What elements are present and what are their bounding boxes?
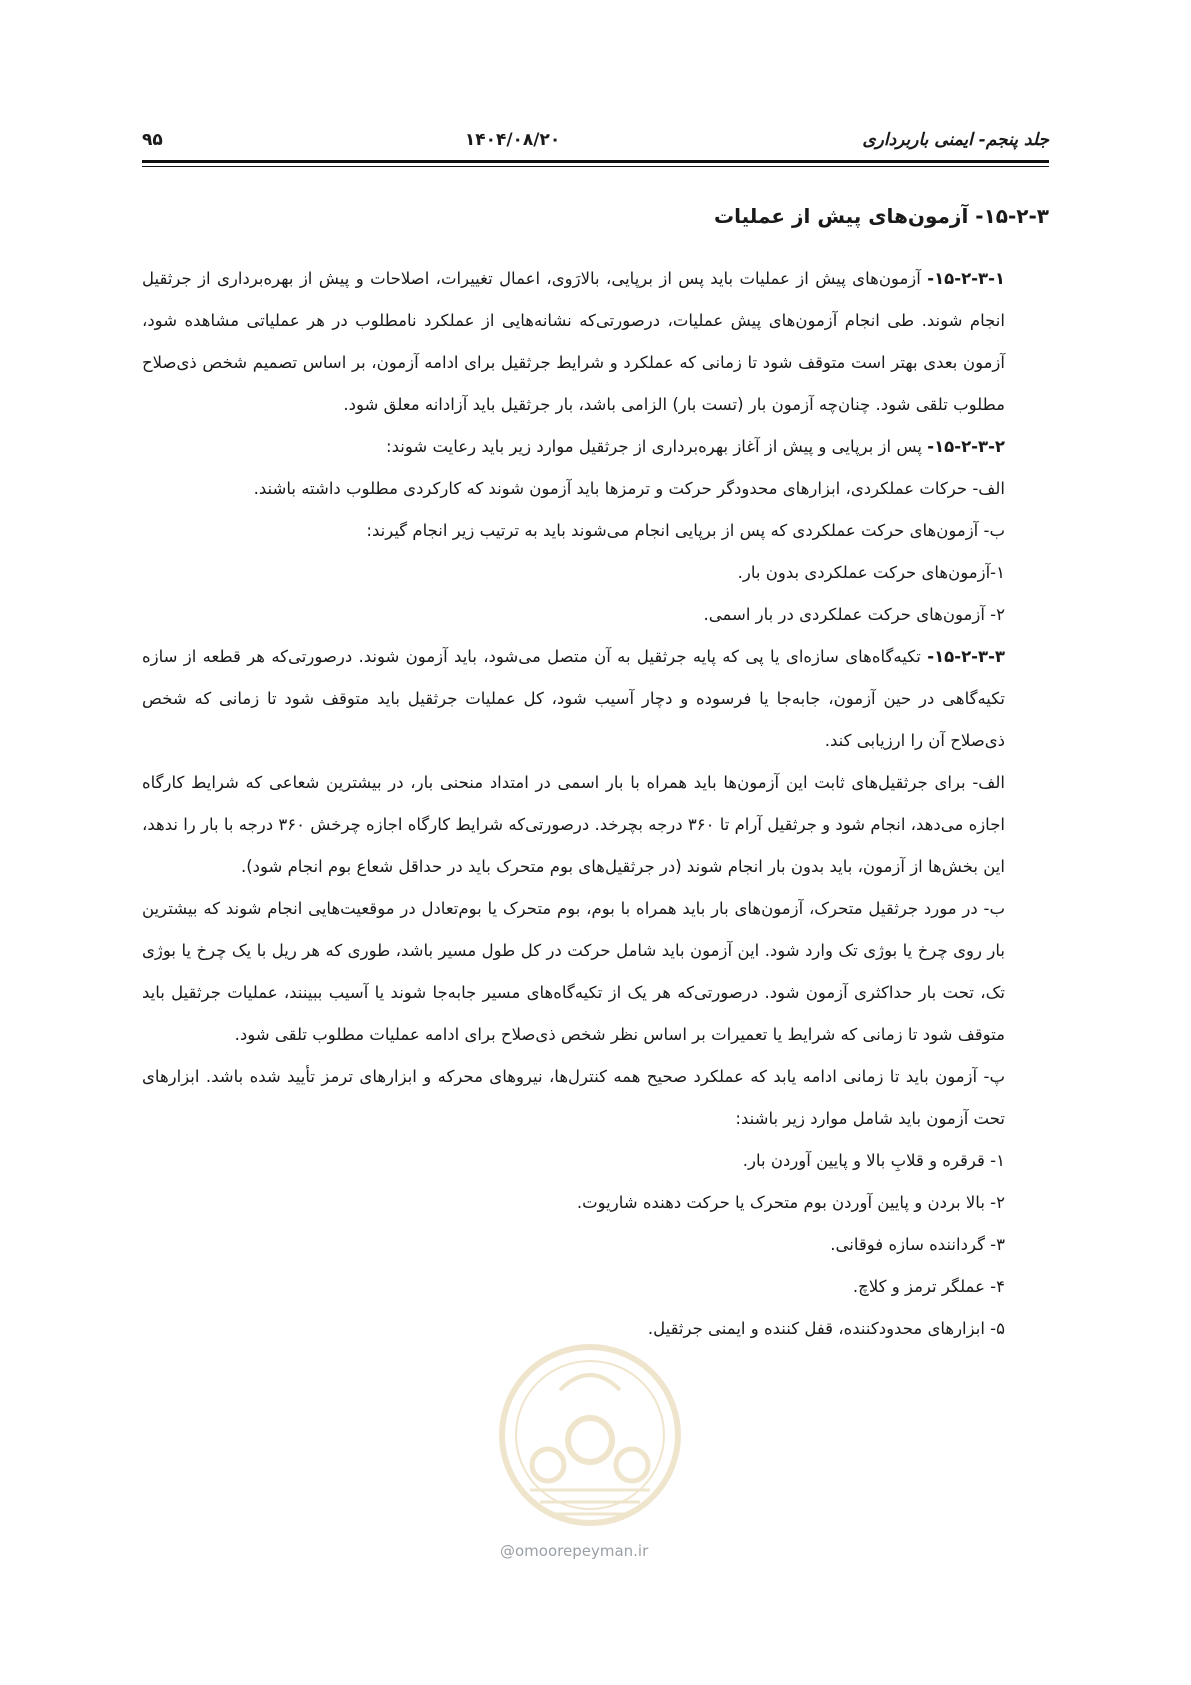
paragraph-text: تکیه‌گاه‌های سازه‌ای یا پی که پایه جرثقیل به آن متصل می‌شود، باید آزمون شوند. درصورتی‌که هر قطعه از سازه تکیه‌گاهی در حین آزمون، جابه‌جا یا فرسوده و دچار آسیب شود، کل عملیات جرثقیل باید متوقف شود تا زمانی که شخص ذی‌صلاح آن را ارزیابی کند. bbox=[142, 647, 1005, 750]
list-item: ۲- بالا بردن و پایین آوردن بوم متحرک یا حرکت دهنده شاریوت. bbox=[576, 1193, 1005, 1212]
paragraph-3 bbox=[142, 636, 1049, 762]
header-title: جلد پنجم- ایمنی باربرداری bbox=[862, 130, 1049, 150]
paragraph-2-item-b: ب- آزمون‌های حرکت عملکردی که پس از برپایی انجام می‌شوند باید به ترتیب زیر انجام گیرند: bbox=[366, 521, 1005, 540]
watermark-logo-icon bbox=[490, 1330, 690, 1570]
list-item: ۵- ابزارهای محدودکننده، قفل کننده و ایمنی جرثقیل. bbox=[647, 1319, 1005, 1338]
header-rule-thick bbox=[142, 160, 1049, 163]
paragraph-3-item-a: الف- برای جرثقیل‌های ثابت این آزمون‌ها باید همراه با بار اسمی در امتداد منحنی بار، در بیشترین شعاعی که شرایط کارگاه اجازه می‌دهد، انجام شود و جرثقیل آرام تا ۳۶۰ درجه بچرخد. درصورتی‌که شرایط کارگاه اجازه چرخش ۳۶۰ درجه با بار را ندهد، این بخش‌ها از آزمون، باید بدون بار انجام شوند (در جرثقیل‌های بوم متحرک باید در حداقل شعاع بوم انجام شود). bbox=[142, 773, 1005, 876]
header-rule-thin bbox=[142, 166, 1049, 167]
list-item: ۳- گرداننده سازه فوقانی. bbox=[830, 1235, 1005, 1254]
header-date: ۱۴۰۴/۰۸/۲۰ bbox=[464, 130, 561, 150]
page-body bbox=[142, 200, 1049, 1350]
paragraph-2-item-b1: ۱-آزمون‌های حرکت عملکردی بدون بار. bbox=[737, 563, 1005, 582]
list-item: ۱- قرقره و قلابِ بالا و پایین آوردن بار. bbox=[742, 1151, 1005, 1170]
paragraph-text: پس از برپایی و پیش از آغاز بهره‌برداری از جرثقیل موارد زیر باید رعایت شوند: bbox=[386, 437, 922, 456]
clause-number: ۱۵-۲-۳-۲- bbox=[927, 437, 1005, 456]
list-item: ۴- عملگر ترمز و کلاچ. bbox=[852, 1277, 1005, 1296]
clause-number: ۱۵-۲-۳-۳- bbox=[927, 647, 1005, 666]
paragraph-2-item-b2: ۲- آزمون‌های حرکت عملکردی در بار اسمی. bbox=[703, 605, 1005, 624]
page-header bbox=[142, 126, 1049, 154]
watermark-handle: @omoorepeyman.ir bbox=[500, 1542, 649, 1560]
clause-number: ۱۵-۲-۳-۱- bbox=[927, 269, 1005, 288]
paragraph-text: آزمون‌های پیش از عملیات باید پس از برپایی، بالارَوی، اعمال تغییرات، اصلاحات و پیش از بهره‌برداری از جرثقیل انجام شوند. طی انجام آزمون‌های پیش عملیات، درصورتی‌که نشانه‌هایی از عملکرد نامطلوب در هر عملیاتی مشاهده شود، آزمون بعدی بهتر است متوقف شود تا زمانی که عملکرد و شرایط جرثقیل برای ادامه آزمون، بر اساس تصمیم شخص ذی‌صلاح مطلوب تلقی شود. چنان‌چه آزمون بار (تست بار) الزامی باشد، بار جرثقیل باید آزادانه معلق شود. bbox=[142, 269, 1005, 414]
paragraph-2-item-a: الف- حرکات عملکردی، ابزارهای محدودگر حرکت و ترمزها باید آزمون شوند که کارکردی مطلوب داشته باشند. bbox=[253, 479, 1005, 498]
paragraph-3-item-b: ب- در مورد جرثقیل متحرک، آزمون‌های بار باید همراه با بوم، بوم متحرک یا بوم‌تعادل در موقعیت‌هایی انجام شوند که بیشترین بار روی چرخ یا بوژی تک وارد شود. این آزمون باید شامل حرکت در کل طول مسیر باشد، طوری که هر ریل با یک چرخ یا بوژی تک، تحت بار حداکثری آزمون شود. درصورتی‌که هر یک از تکیه‌گاه‌های مسیر جابه‌جا شوند یا آسیب ببینند، عملیات جرثقیل باید متوقف شود تا زمانی که شرایط یا تعمیرات بر اساس نظر شخص ذی‌صلاح برای ادامه عملیات مطلوب تلقی شود. bbox=[142, 899, 1005, 1044]
paragraph-2 bbox=[142, 426, 1049, 468]
paragraph-3-item-c: پ- آزمون باید تا زمانی ادامه یابد که عملکرد صحیح همه کنترل‌ها، نیروهای محرکه و ابزارهای ترمز تأیید شده باشد. ابزارهای تحت آزمون باید شامل موارد زیر باشند: bbox=[142, 1067, 1005, 1128]
page-number: ۹۵ bbox=[142, 130, 163, 150]
paragraph-1 bbox=[142, 258, 1049, 426]
section-heading: ۱۵-۲-۳- آزمون‌های پیش از عملیات bbox=[714, 204, 1049, 228]
